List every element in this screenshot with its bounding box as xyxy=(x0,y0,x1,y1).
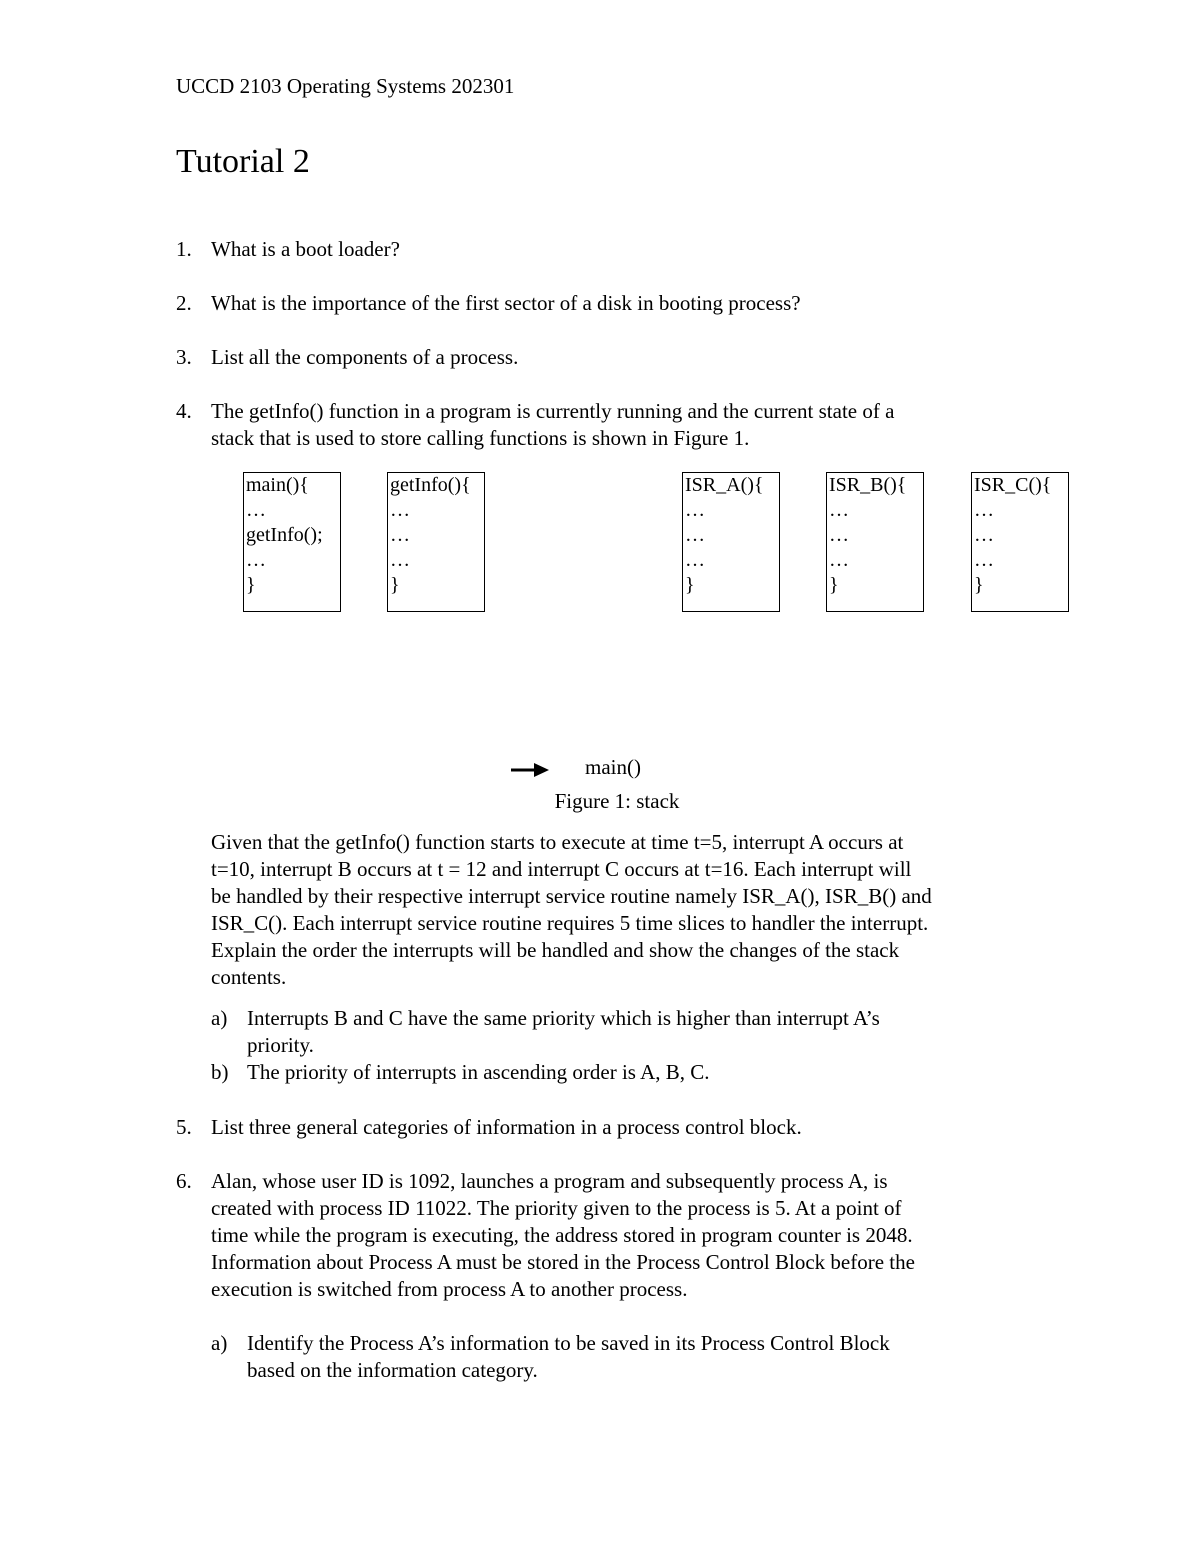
code-line: … xyxy=(390,549,412,571)
question-text-line: stack that is used to store calling functions is shown in Figure 1. xyxy=(211,426,750,450)
code-line: … xyxy=(390,499,412,521)
stack-pointer-arrow-icon xyxy=(510,760,550,780)
code-line: … xyxy=(974,499,996,521)
question-number: 4. xyxy=(176,399,192,423)
code-line: … xyxy=(974,524,996,546)
sub-item-text: The priority of interrupts in ascending order is A, B, C. xyxy=(247,1060,710,1084)
code-line: } xyxy=(390,574,400,596)
paragraph-line: be handled by their respective interrupt service routine namely ISR_A(), ISR_B() and xyxy=(211,884,932,908)
question-number: 5. xyxy=(176,1115,192,1139)
question-text: List three general categories of information in a process control block. xyxy=(211,1115,802,1139)
code-line: ISR_B(){ xyxy=(829,474,907,496)
paragraph-line: Given that the getInfo() function starts to execute at time t=5, interrupt A occurs at xyxy=(211,830,904,854)
question-text: What is a boot loader? xyxy=(211,237,400,261)
stack-item: main() xyxy=(585,755,641,779)
paragraph-line: time while the program is executing, the address stored in program counter is 2048. xyxy=(211,1223,913,1247)
code-line: getInfo(){ xyxy=(390,474,471,496)
code-line: } xyxy=(685,574,695,596)
question-number: 3. xyxy=(176,345,192,369)
question-text: List all the components of a process. xyxy=(211,345,519,369)
question-text-line: The getInfo() function in a program is currently running and the current state of a xyxy=(211,399,895,423)
sub-item-letter: a) xyxy=(211,1331,228,1355)
page-title: Tutorial 2 xyxy=(176,143,310,180)
code-line: ISR_C(){ xyxy=(974,474,1052,496)
code-line: … xyxy=(974,549,996,571)
sub-item-letter: a) xyxy=(211,1006,228,1030)
code-line: getInfo(); xyxy=(246,524,323,546)
figure-caption: Figure 1: stack xyxy=(554,789,680,813)
code-line: … xyxy=(685,524,707,546)
paragraph-line: Explain the order the interrupts will be handled and show the changes of the stack xyxy=(211,938,900,962)
code-line: main(){ xyxy=(246,474,309,496)
code-line: … xyxy=(829,499,851,521)
paragraph-line: t=10, interrupt B occurs at t = 12 and interrupt C occurs at t=16. Each interrupt will xyxy=(211,857,912,881)
paragraph-line: Alan, whose user ID is 1092, launches a program and subsequently process A, is xyxy=(211,1169,888,1193)
sub-item-text: priority. xyxy=(247,1033,314,1057)
question-number: 1. xyxy=(176,237,192,261)
question-number: 6. xyxy=(176,1169,192,1193)
code-line: … xyxy=(390,524,412,546)
sub-item-letter: b) xyxy=(211,1060,229,1084)
code-line: ISR_A(){ xyxy=(685,474,764,496)
paragraph-line: execution is switched from process A to another process. xyxy=(211,1277,688,1301)
sub-item-text: Interrupts B and C have the same priority which is higher than interrupt A’s xyxy=(247,1006,880,1030)
code-box-isr-b xyxy=(826,472,924,612)
code-line: } xyxy=(829,574,839,596)
paragraph-line: ISR_C(). Each interrupt service routine requires 5 time slices to handler the interrupt. xyxy=(211,911,929,935)
code-line: … xyxy=(829,524,851,546)
code-line: … xyxy=(829,549,851,571)
document-header: UCCD 2103 Operating Systems 202301 xyxy=(176,74,515,98)
code-line: … xyxy=(685,549,707,571)
code-line: } xyxy=(246,574,256,596)
paragraph-line: contents. xyxy=(211,965,287,989)
code-line: … xyxy=(246,549,268,571)
code-line: … xyxy=(246,499,268,521)
paragraph-line: Information about Process A must be stored in the Process Control Block before the xyxy=(211,1250,915,1274)
paragraph-line: created with process ID 11022. The priority given to the process is 5. At a point of xyxy=(211,1196,902,1220)
code-box-isr-a xyxy=(682,472,780,612)
code-box-getinfo xyxy=(387,472,485,612)
sub-item-text: based on the information category. xyxy=(247,1358,538,1382)
question-text: What is the importance of the first sector of a disk in booting process? xyxy=(211,291,801,315)
code-line: } xyxy=(974,574,984,596)
code-box-main xyxy=(243,472,341,612)
sub-item-text: Identify the Process A’s information to be saved in its Process Control Block xyxy=(247,1331,890,1355)
question-number: 2. xyxy=(176,291,192,315)
code-box-isr-c xyxy=(971,472,1069,612)
code-line: … xyxy=(685,499,707,521)
